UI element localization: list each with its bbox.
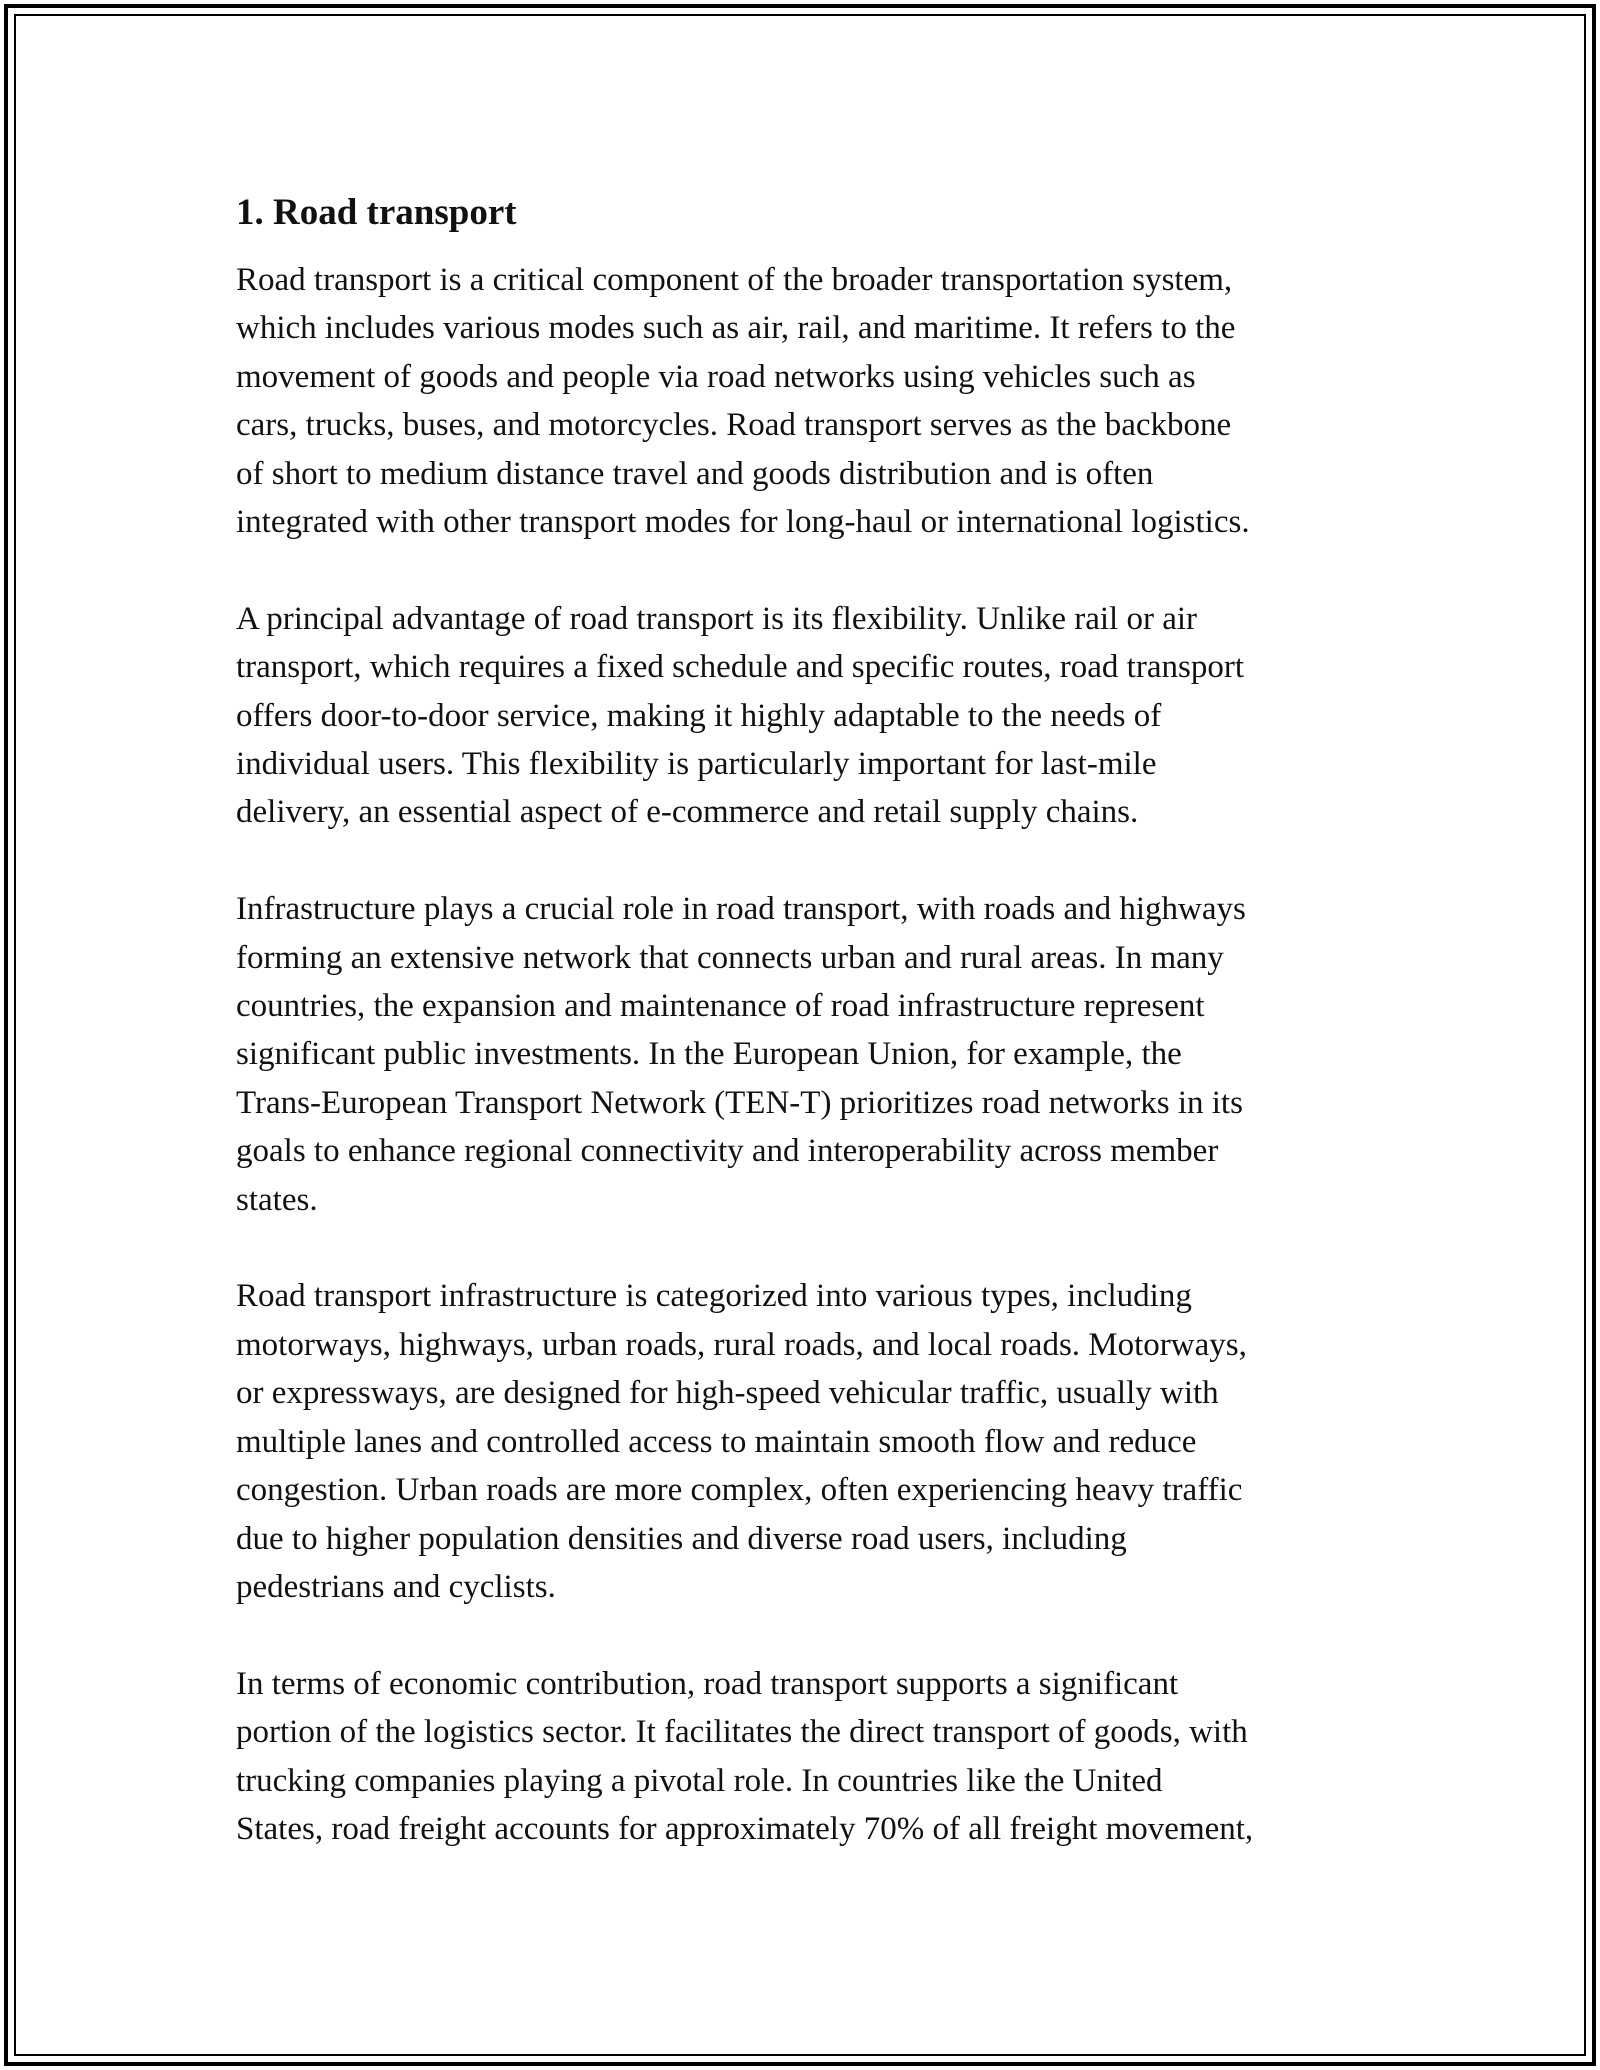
text-line: Road transport is a critical component of the broader transportation system, [236,262,1233,298]
text-line: motorways, highways, urban roads, rural roads, and local roads. Motorways, [236,1326,1247,1363]
text-line: forming an extensive network that connects urban and rural areas. In many [236,939,1224,976]
text-line: trucking companies playing a pivotal role. In countries like the United [236,1762,1163,1799]
paragraph-5 [236,1660,1386,1854]
text-line: In terms of economic contribution, road transport supports a significant [236,1665,1179,1702]
text-line: portion of the logistics sector. It facilitates the direct transport of goods, with [236,1714,1248,1751]
text-line: multiple lanes and controlled access to maintain smooth flow and reduce [236,1423,1197,1460]
text-line: delivery, an essential aspect of e-commerce and retail supply chains. [236,794,1139,831]
text-line: Road transport infrastructure is categorized into various types, including [236,1278,1192,1315]
text-line: cars, trucks, buses, and motorcycles. Road transport serves as the backbone [236,407,1232,444]
text-line: congestion. Urban roads are more complex, often experiencing heavy traffic [236,1472,1243,1509]
text-line: goals to enhance regional connectivity and interoperability across member [236,1133,1219,1170]
document-body [236,186,1386,1902]
paragraph-3 [236,885,1386,1224]
text-line: transport, which requires a fixed schedule and specific routes, road transport [236,649,1244,686]
text-line: or expressways, are designed for high-speed vehicular traffic, usually with [236,1375,1219,1412]
text-line: due to higher population densities and diverse road users, including [236,1520,1127,1557]
text-line: integrated with other transport modes for long-haul or international logistics. [236,504,1250,541]
text-line: A principal advantage of road transport is its flexibility. Unlike rail or air [236,600,1198,637]
text-line: significant public investments. In the European Union, for example, the [236,1036,1182,1073]
text-line: offers door-to-door service, making it highly adaptable to the needs of [236,697,1162,734]
text-line: Infrastructure plays a crucial role in road transport, with roads and highways [236,891,1246,928]
text-line: States, road freight accounts for approximately 70% of all freight movement, [236,1810,1254,1847]
text-line: which includes various modes such as air, rail, and maritime. It refers to the [236,310,1236,347]
text-line: of short to medium distance travel and goods distribution and is often [236,455,1154,492]
text-line: movement of goods and people via road networks using vehicles such as [236,358,1196,395]
paragraph-1 [236,256,1386,546]
text-line: countries, the expansion and maintenance of road infrastructure represent [236,988,1205,1025]
section-heading: 1. Road transport [236,192,517,233]
text-line: states. [236,1181,318,1218]
paragraph-2 [236,595,1386,837]
text-line: pedestrians and cyclists. [236,1568,556,1605]
paragraph-4 [236,1272,1386,1611]
text-line: Trans-European Transport Network (TEN-T) prioritizes road networks in its [236,1084,1243,1121]
text-line: individual users. This flexibility is particularly important for last-mile [236,746,1157,783]
